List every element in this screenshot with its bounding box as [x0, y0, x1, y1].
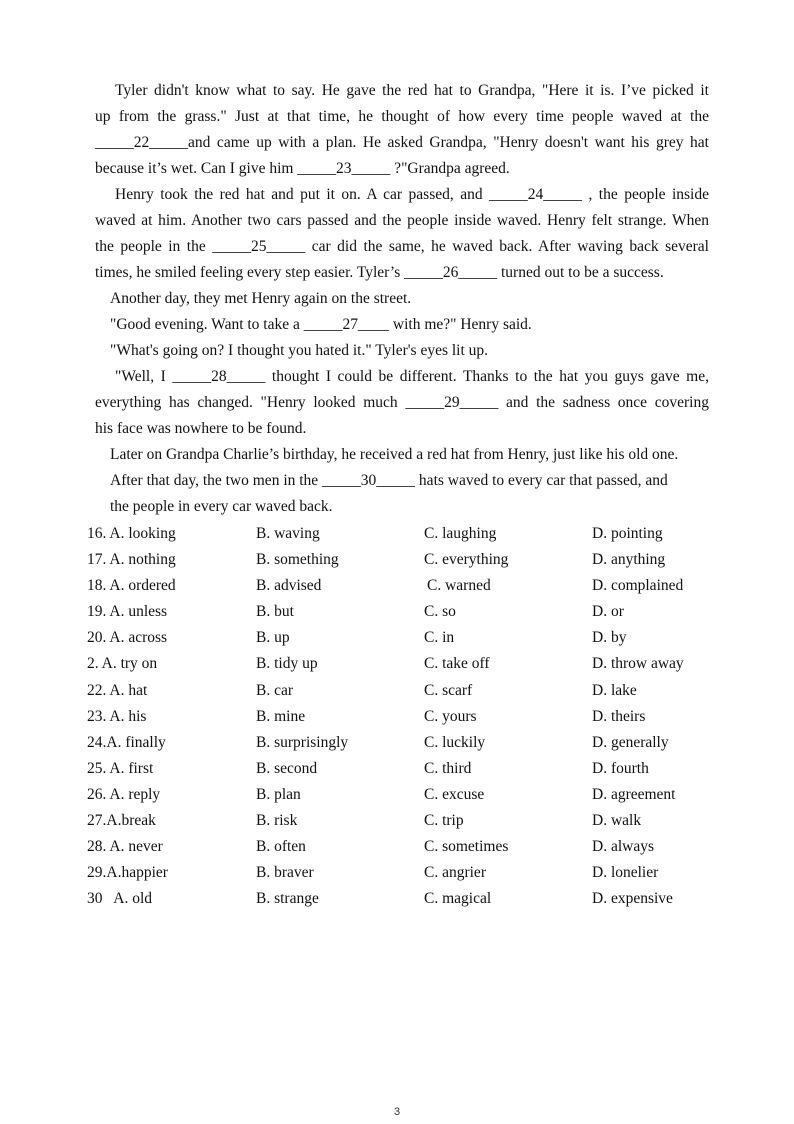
option-b: B. but [256, 603, 294, 621]
option-d: D. always [592, 838, 654, 856]
option-c: C. sometimes [424, 838, 509, 856]
passage-line: up from the grass." Just at that time, he thought of how every time people waved at the [95, 108, 709, 125]
question-row [87, 860, 727, 886]
option-c: C. laughing [424, 525, 497, 542]
option-b: B. tidy up [256, 655, 318, 673]
option-a: 20. A. across [87, 629, 168, 647]
option-b: B. braver [256, 864, 314, 882]
option-d: D. generally [592, 733, 669, 751]
option-a: 27.A.break [87, 812, 156, 830]
passage-line: the people in the _____25_____ car did the same, he waved back. After waving back several [95, 238, 709, 255]
question-row [87, 704, 727, 730]
option-d: D. lake [592, 681, 637, 699]
question-row [87, 651, 727, 677]
option-b: B. risk [256, 812, 298, 830]
option-d: D. lonelier [592, 864, 659, 882]
option-d: D. anything [592, 551, 666, 569]
option-c: C. magical [424, 890, 492, 908]
option-b: B. mine [256, 707, 306, 725]
option-d: D. walk [592, 812, 642, 830]
passage-line: waved at him. Another two cars passed and the people inside waved. Henry felt strange. When [95, 212, 709, 229]
option-a: 29.A.happier [87, 864, 168, 882]
option-a: 28. A. never [87, 838, 163, 856]
option-a: 18. A. ordered [87, 577, 176, 595]
question-row [87, 730, 727, 756]
option-d: D. fourth [592, 759, 649, 777]
option-d: D. throw away [592, 655, 684, 673]
question-row [87, 573, 727, 599]
option-b: B. up [256, 629, 290, 647]
passage-line: Henry took the red hat and put it on. A car passed, and _____24_____ , the people inside [115, 186, 709, 203]
option-c: C. everything [424, 551, 509, 569]
option-b: B. strange [256, 890, 319, 908]
option-b: B. waving [256, 525, 320, 542]
option-b: B. surprisingly [256, 733, 349, 751]
option-b: B. often [256, 838, 306, 856]
option-c: C. warned [427, 577, 491, 595]
option-a: 30 A. old [87, 890, 153, 908]
option-b: B. advised [256, 577, 322, 595]
option-d: D. by [592, 629, 627, 647]
question-row [87, 756, 727, 782]
option-c: C. so [424, 603, 456, 621]
option-d: D. agreement [592, 785, 676, 803]
option-c: C. luckily [424, 733, 486, 751]
option-c: C. scarf [424, 681, 473, 699]
option-c: C. third [424, 759, 472, 777]
passage-line: "Good evening. Want to take a _____27____ with me?" Henry said. [110, 316, 532, 333]
option-a: 16. A. looking [87, 525, 176, 542]
question-row [87, 625, 727, 651]
option-c: C. angrier [424, 864, 486, 882]
option-c: C. in [424, 629, 455, 647]
passage-line: his face was nowhere to be found. [95, 420, 307, 437]
passage-line: "What's going on? I thought you hated it." Tyler's eyes lit up. [110, 342, 489, 359]
question-row [87, 886, 727, 912]
option-c: C. trip [424, 812, 464, 830]
option-a: 19. A. unless [87, 603, 168, 621]
option-b: B. something [256, 551, 339, 569]
option-d: D. expensive [592, 890, 673, 908]
passage-line: After that day, the two men in the _____30_____ hats waved to every car that passed, and [110, 472, 668, 489]
page-number: 3 [393, 1106, 401, 1118]
question-row [87, 782, 727, 808]
option-d: D. complained [592, 577, 684, 595]
passage-line: Tyler didn't know what to say. He gave the red hat to Grandpa, "Here it is. I’ve picked it [115, 82, 709, 99]
option-d: D. theirs [592, 707, 646, 725]
option-a: 25. A. first [87, 759, 154, 777]
passage-line: because it’s wet. Can I give him _____23_____ ?"Grandpa agreed. [95, 160, 510, 177]
option-a: 2. A. try on [87, 655, 158, 673]
option-b: B. plan [256, 785, 301, 803]
option-a: 24.A. finally [87, 733, 166, 751]
option-b: B. car [256, 681, 294, 699]
passage-line: "Well, I _____28_____ thought I could be different. Thanks to the hat you guys gave me, [115, 368, 709, 385]
option-a: 17. A. nothing [87, 551, 176, 569]
option-c: C. excuse [424, 785, 485, 803]
passage-line: _____22_____and came up with a plan. He asked Grandpa, "Henry doesn't want his grey hat [95, 134, 709, 151]
question-row [87, 808, 727, 834]
passage-line: times, he smiled feeling every step easier. Tyler’s _____26_____ turned out to be a success. [95, 264, 664, 281]
option-b: B. second [256, 759, 318, 777]
question-row [87, 547, 727, 573]
option-a: 26. A. reply [87, 785, 161, 803]
question-row [87, 599, 727, 625]
passage-line: Later on Grandpa Charlie’s birthday, he received a red hat from Henry, just like his old one. [110, 446, 679, 463]
question-row [87, 834, 727, 860]
passage-line: the people in every car waved back. [110, 498, 333, 515]
option-c: C. yours [424, 707, 477, 725]
option-a: 22. A. hat [87, 681, 148, 699]
option-c: C. take off [424, 655, 490, 673]
reading-passage [95, 78, 709, 520]
option-d: D. or [592, 603, 624, 621]
passage-line: everything has changed. "Henry looked much _____29_____ and the sadness once covering [95, 394, 709, 411]
option-d: D. pointing [592, 525, 663, 542]
passage-line: Another day, they met Henry again on the street. [110, 290, 412, 307]
answer-options [87, 521, 727, 912]
option-a: 23. A. his [87, 707, 147, 725]
question-row [87, 521, 727, 547]
question-row [87, 678, 727, 704]
